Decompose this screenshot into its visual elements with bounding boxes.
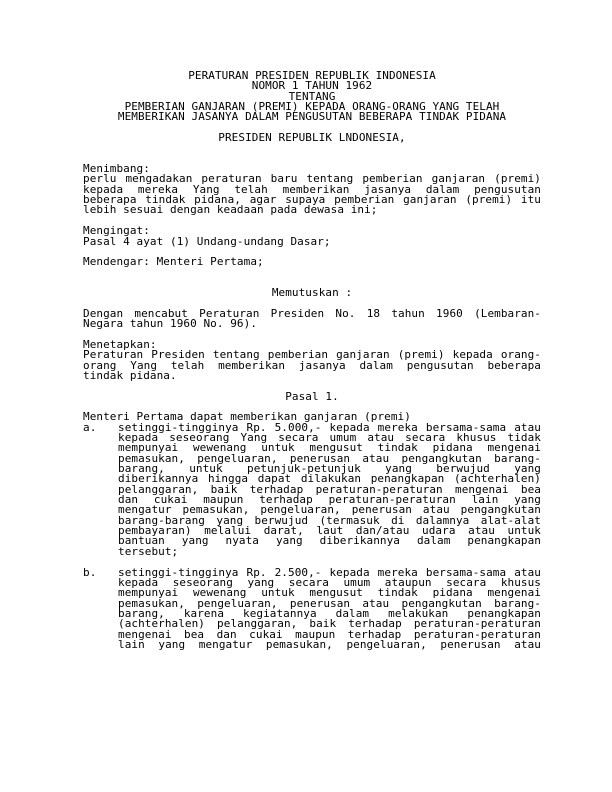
list-marker: a. [83,420,97,434]
regulation-number: NOMOR 1 TAHUN 1962 [251,79,373,93]
list-item-line: mengenai bea dan cukai maupun terhadap peraturan-peraturan [118,629,541,640]
list-item-line: dan cukai maupun terhadap peraturan-peraturan lain yang [118,495,541,506]
list-item-line: barang, untuk petunjuk-petunjuk yang berwujud yang [118,464,541,475]
list-item-line: bantuan yang nyata yang diberikannya dalam penangkapan [118,536,541,547]
list-item-line: mempunyai wewenang untuk mengusut tindak pidana mengenai [118,588,541,599]
section-pasal-1 [83,389,541,651]
list-item-line: pembayaran) melalui darat, laut dan/atau udara atau untuk [118,526,541,537]
list-item-line: (achterhalen) pelanggaran, baik terhadap peraturan-peraturan [118,619,541,630]
list-item-line: barang-barang yang berwujud (termasuk di dalamnya alat-alat [118,515,541,527]
list-item-line: tersebut; [118,544,179,558]
paragraph-line: tindak pidana. [83,368,177,382]
section-mendengar [83,257,541,267]
list-item-line: pemasukan, pengeluaran, penerusan atau pengangkutan barang- [118,453,541,465]
article-heading: Pasal 1. [285,389,339,403]
article-intro: Menteri Pertama dapat memberikan ganjaran (premi) [83,410,411,424]
issuer-line: PRESIDEN REPUBLIK LNDONESIA, [218,131,406,145]
section-menetapkan [83,337,541,382]
section-label: Mengingat: [83,224,150,238]
paragraph-line: Pasal 4 ayat (1) Undang-undang Dasar; [83,234,331,248]
list-item-line: kepada seseorang Yang secara umum atau secara khusus tidak [118,433,541,444]
paragraph-line: Peraturan Presiden tentang pemberian ganjaran (premi) kepada orang- [83,350,541,361]
regulation-title: PERATURAN PRESIDEN REPUBLIK INDONESIA [188,69,436,82]
list-item-line: mempunyai wewenang untuk mengusut tindak pidana mengenai [118,443,541,454]
list-item-line: pemasukan, pengeluaran, penerusan atau pengangkutan barang- [118,598,541,609]
list-item-line: pelanggaran, baik terhadap peraturan-peraturan mengenai bea [118,484,541,496]
list-marker: b. [83,565,97,579]
list-item-line: setinggi-tingginya Rp. 2.500,- kepada mereka bersama-sama atau [118,567,541,578]
list-item-line: lain yang mengatur pemasukan, pengeluaran, penerusan atau [118,639,541,651]
paragraph-line: perlu mengadakan peraturan baru tentang pemberian ganjaran (premi) [83,174,541,185]
list-item-line: diberikannya hingga dapat dilakukan penangkapan (achterhalen) [118,474,541,485]
section-memutuskan [83,288,541,329]
regulation-about-label: TENTANG [288,89,336,103]
paragraph-line: orang Yang telah memberikan jasanya dalam pengusutan beberapa [83,360,541,371]
paragraph-line: lebih sesuai dengan keadaan pada dewasa ini; [83,203,378,217]
section-text: Mendengar: Menteri Pertama; [83,255,264,269]
list-item-line: setinggi-tingginya Rp. 5.000,- kepada mereka bersama-sama atau [118,422,541,434]
regulation-subject-line-1: PEMBERIAN GANJARAN (PREMI) KEPADA ORANG-ORANG YANG TELAH [124,100,500,114]
paragraph-line: Dengan mencabut Peraturan Presiden No. 18 tahun 1960 (Lembaran- [83,308,541,320]
paragraph-line: kepada mereka Yang telah memberikan jasanya dalam pengusutan [83,184,541,196]
list-item-b [83,565,541,651]
section-mengingat [83,226,541,247]
list-item-line: mengatur pemasukan, pengeluaran, penerusan atau pengangkutan [118,505,541,516]
regulation-subject-line-2: MEMBERIKAN JASANYA DALAM PENGUSUTAN BEBERAPA TINDAK PIDANA [117,110,507,124]
section-label: Menetapkan: [83,337,157,351]
list-item-a [83,420,541,558]
list-item-line: kepada seseorang yang secara umum ataupun secara khusus [118,577,541,589]
paragraph-line: beberapa tindak pidana, agar supaya pemberian ganjaran (premi) itu [83,195,541,206]
section-label: Menimbang: [83,162,150,176]
section-menimbang [83,164,541,216]
section-heading: Memutuskan : [271,286,353,300]
list-item-line: barang, karena kegiatannya dalam melakukan penangkapan [118,608,541,620]
document-header [83,71,541,143]
document-body [83,71,541,650]
paragraph-line: Negara tahun 1960 No. 96). [83,317,258,331]
